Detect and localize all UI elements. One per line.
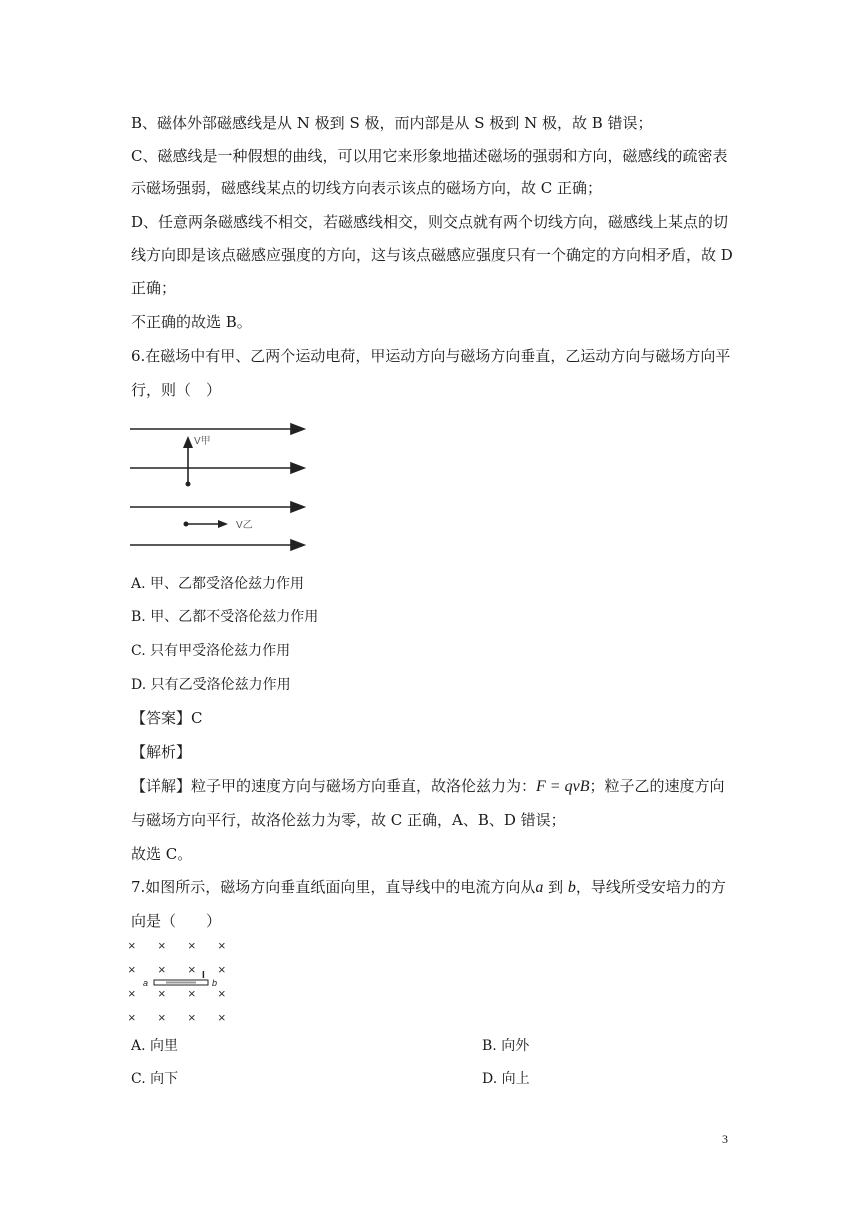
q6-conclusion: 故选 C。 (131, 845, 193, 863)
svg-text:×: × (218, 938, 226, 953)
field-lines (130, 424, 304, 550)
option-d-explanation-line1: D、任意两条磁感线不相交，若磁感线相交，则交点就有两个切线方向，磁感线上某点的切 (131, 213, 729, 231)
wire-end-a-label: a (143, 978, 149, 988)
point-a: a (535, 879, 544, 896)
q6-stem-line2: 行，则（ ） (131, 381, 222, 399)
option-c-explanation-line1: C、磁感线是一种假想的曲线，可以用它来形象地描述磁场的强弱和方向，磁感线的疏密表 (131, 147, 728, 165)
q6-magnetic-field-figure (128, 418, 318, 558)
svg-text:×: × (128, 986, 136, 1001)
q7-option-a: A. 向里 (131, 1038, 179, 1054)
svg-text:×: × (188, 938, 196, 953)
svg-text:×: × (188, 1010, 196, 1025)
q7-wire-in-field-figure (126, 936, 238, 1026)
svg-text:×: × (128, 962, 136, 977)
q7-stem-line2: 向是（ ） (131, 912, 222, 930)
q6-detail-line2: 与磁场方向平行，故洛伦兹力为零，故 C 正确，A、B、D 错误； (131, 811, 566, 829)
svg-text:×: × (218, 986, 226, 1001)
svg-text:×: × (158, 938, 166, 953)
q7-option-c: C. 向下 (131, 1071, 179, 1087)
v-jia-label: V甲 (194, 436, 211, 447)
svg-text:×: × (158, 1010, 166, 1025)
current-label: I (202, 970, 205, 981)
point-b: b (567, 879, 576, 896)
q6-option-c: C. 只有甲受洛伦兹力作用 (131, 643, 291, 659)
q7-stem-text: 7.如图所示，磁场方向垂直纸面向里，直导线中的电流方向从 (131, 878, 536, 896)
svg-text:×: × (158, 962, 166, 977)
q6-option-a: A. 甲、乙都受洛伦兹力作用 (131, 576, 305, 592)
svg-text:×: × (218, 962, 226, 977)
q6-stem-line1: 6.在磁场中有甲、乙两个运动电荷，甲运动方向与磁场方向垂直，乙运动方向与磁场方向平 (131, 347, 731, 365)
q7-stem-to: 到 (543, 878, 568, 896)
q6-option-d: D. 只有乙受洛伦兹力作用 (131, 677, 291, 693)
svg-text:×: × (188, 962, 196, 977)
q5-conclusion: 不正确的故选 B。 (131, 313, 252, 331)
q6-analysis-heading: 【解析】 (131, 743, 192, 761)
wire-end-b-label: b (212, 978, 218, 988)
detail-text: 【详解】粒子甲的速度方向与磁场方向垂直，故洛伦兹力为： (131, 777, 537, 795)
option-c-explanation-line2: 示磁场强弱，磁感线某点的切线方向表示该点的磁场方向，故 C 正确； (131, 179, 603, 197)
q7-option-d: D. 向上 (482, 1071, 530, 1087)
svg-text:×: × (128, 1010, 136, 1025)
page-number: 3 (722, 1132, 728, 1146)
lorentz-formula: F = qvB (536, 778, 590, 795)
svg-text:×: × (218, 1010, 226, 1025)
svg-text:×: × (188, 986, 196, 1001)
detail-text-continued: ；粒子乙的速度方向 (589, 777, 725, 795)
q6-option-b: B. 甲、乙都不受洛伦兹力作用 (131, 609, 319, 625)
velocity-yi-arrow (184, 520, 229, 528)
q7-stem-text-continued: ，导线所受安培力的方 (575, 878, 726, 896)
q7-option-b: B. 向外 (482, 1038, 530, 1054)
option-d-explanation-line3: 正确； (131, 279, 177, 297)
v-yi-label: V乙 (236, 520, 253, 531)
velocity-jia-arrow (183, 436, 193, 487)
option-b-explanation: B、磁体外部磁感线是从 N 极到 S 极，而内部是从 S 极到 N 极，故 B 错误； (131, 114, 653, 132)
option-d-explanation-line2: 线方向即是该点磁感应强度的方向，这与该点磁感应强度只有一个确定的方向相矛盾，故 D (131, 246, 733, 264)
q6-answer: 【答案】C (131, 709, 203, 727)
q7-stem-line1 (131, 877, 726, 898)
svg-text:×: × (128, 938, 136, 953)
svg-text:×: × (158, 986, 166, 1001)
q6-detail-line1 (131, 776, 724, 797)
